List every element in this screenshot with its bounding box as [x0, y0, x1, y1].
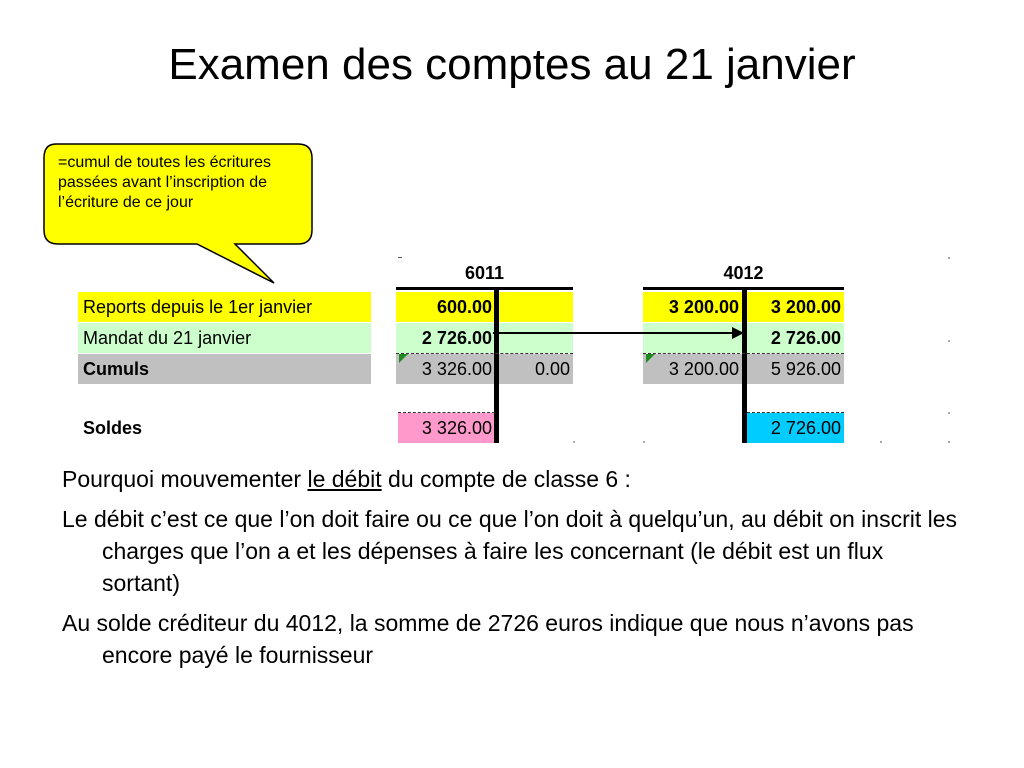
- cell-4012-credit-mandat: 2 726.00: [745, 323, 844, 353]
- comment-indicator-4012: [646, 354, 655, 363]
- account-header-6011: 6011: [464, 263, 505, 283]
- question-underlined: le débit: [307, 466, 382, 492]
- cell-4012-credit-reports: 3 200.00: [745, 292, 844, 322]
- grid-dot: [948, 412, 950, 414]
- solde-explanation-paragraph: Au solde créditeur du 4012, la somme de 2726 euros indique que nous n’avons pas encore payé le fournisseur: [62, 610, 914, 668]
- row-label-reports: Reports depuis le 1er janvier: [78, 292, 371, 322]
- row-label-soldes: Soldes: [83, 418, 143, 438]
- callout-bubble: [42, 142, 314, 287]
- grid-dot: [573, 441, 575, 443]
- account-header-4012: 4012: [723, 263, 764, 283]
- question-paragraph: [62, 463, 962, 495]
- t-account-4012-vertical-line: [742, 287, 747, 443]
- cell-6011-solde-debit: 3 326.00: [398, 413, 495, 443]
- debit-explanation-paragraph: Le débit c’est ce que l’on doit faire ou ce que l’on doit à quelqu’un, au débit on inscrit les charges que l’on a et les dépenses à faire les concernant (le débit est un flux sortant): [62, 506, 958, 596]
- row-label-cumuls: Cumuls: [78, 354, 371, 384]
- grid-dot: [948, 340, 950, 342]
- callout-text: =cumul de toutes les écritures passées avant l’inscription de l’écriture de ce jour: [58, 154, 271, 211]
- cell-4012-solde-credit: 2 726.00: [747, 413, 844, 443]
- grid-dot: [643, 441, 645, 443]
- grid-dot: [948, 441, 950, 443]
- question-suffix: du compte de classe 6 :: [381, 466, 631, 492]
- t-account-6011-vertical-line: [494, 287, 499, 443]
- cell-4012-credit-cumuls: 5 926.00: [745, 354, 844, 384]
- cell-4012-debit-mandat: [643, 323, 742, 353]
- dashed-separator-6011-soldes: [398, 412, 495, 413]
- dashed-separator-6011-cumuls: [396, 353, 573, 354]
- cell-4012-debit-cumuls: 3 200.00: [643, 354, 742, 384]
- cell-6011-credit-mandat: [498, 323, 573, 353]
- body-text: [62, 463, 962, 679]
- question-prefix: Pourquoi mouvementer: [62, 466, 308, 492]
- cell-6011-debit-reports: 600.00: [396, 292, 495, 322]
- cell-6011-debit-cumuls: 3 326.00: [396, 354, 495, 384]
- row-label-mandat: Mandat du 21 janvier: [78, 323, 371, 353]
- cell-4012-debit-reports: 3 200.00: [643, 292, 742, 322]
- cell-6011-debit-mandat: 2 726.00: [396, 323, 495, 353]
- grid-dot: [880, 441, 882, 443]
- comment-indicator-6011: [399, 354, 408, 363]
- cell-6011-credit-cumuls: 0.00: [498, 354, 573, 384]
- dashed-separator-4012-cumuls: [643, 353, 844, 354]
- page-title: Examen des comptes au 21 janvier: [168, 40, 856, 89]
- grid-dot: [948, 257, 950, 259]
- grid-dot: [398, 257, 402, 258]
- cell-6011-credit-reports: [498, 292, 573, 322]
- dashed-separator-4012-soldes: [747, 412, 844, 413]
- t-account-6011-top-line: [396, 287, 573, 290]
